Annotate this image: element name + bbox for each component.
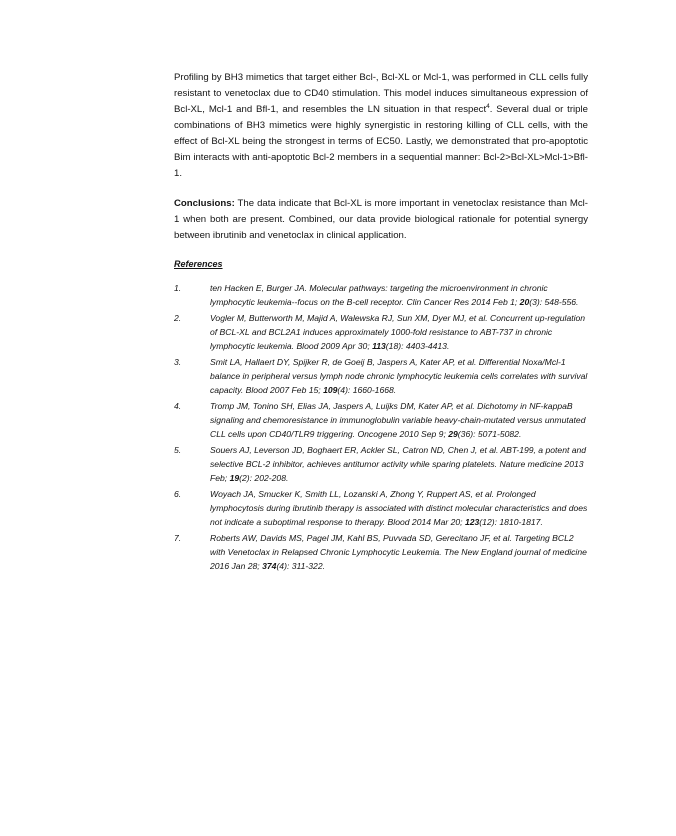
reference-pages: (36): 5071-5082.: [457, 429, 522, 439]
reference-number: 5.: [174, 445, 182, 455]
reference-volume: 19: [229, 473, 240, 483]
reference-number: 3.: [174, 357, 182, 367]
reference-text: [210, 531, 588, 573]
reference-citation: Woyach JA, Smucker K, Smith LL, Lozanski A, Zhong Y, Ruppert AS, et al. Prolonged lymphocytosis during ibrutinib therapy is associated with distinct molecular characteristics and does not indicate a suboptimal response to therapy. Blood 2014 Mar 20;: [210, 489, 588, 527]
reference-number: 1.: [174, 283, 182, 293]
reference-number: 7.: [174, 533, 182, 543]
reference-volume: 123: [464, 517, 480, 527]
conclusions-text: The data indicate that Bcl-XL is more important in venetoclax resistance than Mcl-1 when both are present. Combined, our data provide biological rationale for potential synergy between ibrutinib and venetoclax in clinical application.: [174, 198, 588, 241]
reference-citation: Souers AJ, Leverson JD, Boghaert ER, Ackler SL, Catron ND, Chen J, et al. ABT-199, a potent and selective BCL-2 inhibitor, achieves antitumor activity while sparing platelets. Nature medicine 2013 Feb;: [210, 445, 587, 483]
reference-number: 6.: [174, 489, 182, 499]
reference-item: [174, 487, 588, 529]
reference-item: [174, 443, 588, 485]
reference-volume: 109: [323, 385, 338, 395]
page-content: [174, 70, 588, 575]
reference-volume: 374: [262, 561, 277, 571]
references-heading: References: [174, 259, 223, 269]
reference-list: [174, 281, 588, 573]
reference-pages: (18): 4403-4413.: [385, 341, 450, 351]
reference-volume: 20: [519, 297, 530, 307]
reference-pages: (12): 1810-1817.: [479, 517, 543, 527]
reference-text: [210, 443, 588, 485]
reference-text: [210, 355, 588, 397]
reference-number: 2.: [174, 313, 182, 323]
reference-volume: 29: [448, 429, 458, 439]
reference-citation: Roberts AW, Davids MS, Pagel JM, Kahl BS, Puvvada SD, Gerecitano JF, et al. Targeting BCL2 with Venetoclax in Relapsed Chronic Lymphocytic Leukemia. The New England journal of medicine 2016 Jan 28;: [210, 533, 587, 571]
reference-pages: (3): 548-556.: [529, 297, 579, 307]
results-text-continued: . Several dual or triple combinations of BH3 mimetics were highly synergistic in restoring killing of CLL cells, with the effect of Bcl-XL being the strongest in terms of EC50. Lastly, we demonstrated that pro-apoptotic Bim interacts with anti-apoptotic Bcl-2 members in a sequential manner: Bcl-2>Bcl-XL>Mcl-1>Bfl-1.: [174, 104, 588, 179]
conclusions-paragraph: [174, 196, 588, 244]
reference-item: [174, 355, 588, 397]
reference-text: [210, 399, 588, 441]
reference-pages: (4): 311-322.: [276, 561, 326, 571]
reference-citation: Tromp JM, Tonino SH, Elias JA, Jaspers A, Luijks DM, Kater AP, et al. Dichotomy in NF-kappaB signaling and chemoresistance in immunoglobulin variable heavy-chain-mutated versus unmutated CLL cells upon CD40/TLR9 triggering. Oncogene 2010 Sep 9;: [210, 401, 586, 439]
reference-number: 4.: [174, 401, 182, 411]
reference-pages: (4): 1660-1668.: [337, 385, 397, 395]
reference-citation: ten Hacken E, Burger JA. Molecular pathways: targeting the microenvironment in chronic lymphocytic leukemia--focus on the B-cell receptor. Clin Cancer Res 2014 Feb 1;: [210, 283, 548, 307]
results-paragraph: [174, 70, 588, 182]
results-text: Profiling by BH3 mimetics that target either Bcl-, Bcl-XL or Mcl-1, was performed in CLL cells fully resistant to venetoclax due to CD40 stimulation. This model induces simultaneous expression of Bcl-XL, Mcl-1 and Bfl-1, and resembles the LN situation in that respect: [174, 72, 588, 115]
reference-pages: (2): 202-208.: [239, 473, 289, 483]
reference-text: [210, 311, 588, 353]
conclusions-label: Conclusions:: [174, 198, 235, 209]
reference-item: [174, 281, 588, 309]
reference-text: [210, 281, 588, 309]
reference-citation: Smit LA, Hallaert DY, Spijker R, de Goeij B, Jaspers A, Kater AP, et al. Differential Noxa/Mcl-1 balance in peripheral versus lymph node chronic lymphocytic leukemia cells correlates with survival capacity. Blood 2007 Feb 15;: [210, 357, 588, 395]
reference-volume: 113: [372, 341, 386, 351]
citation-superscript: 4: [486, 102, 490, 110]
reference-text: [210, 487, 588, 529]
reference-item: [174, 531, 588, 573]
reference-item: [174, 399, 588, 441]
reference-citation: Vogler M, Butterworth M, Majid A, Walewska RJ, Sun XM, Dyer MJ, et al. Concurrent up-regulation of BCL-XL and BCL2A1 induces approximately 1000-fold resistance to ABT-737 in chronic lymphocytic leukemia. Blood 2009 Apr 30;: [210, 313, 586, 351]
reference-item: [174, 311, 588, 353]
